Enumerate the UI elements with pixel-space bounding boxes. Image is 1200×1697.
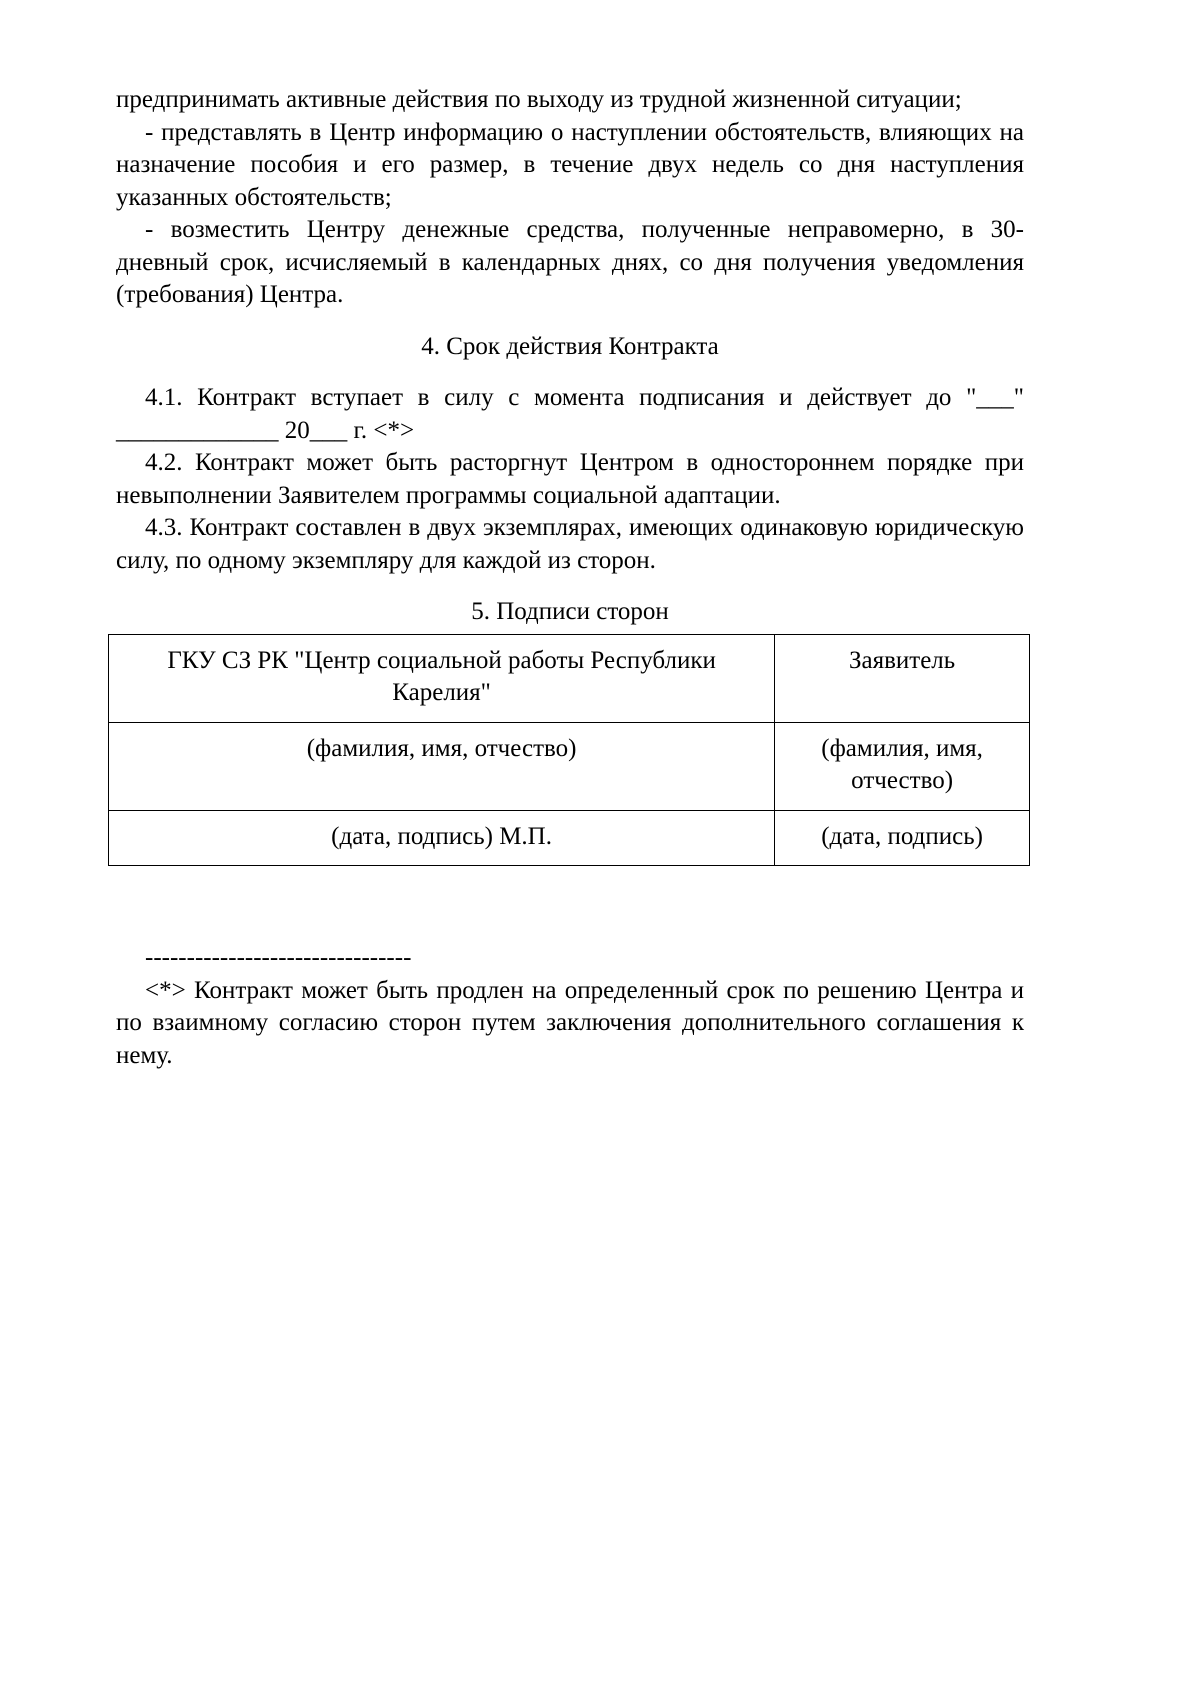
paragraph-4-2: 4.2. Контракт может быть расторгнут Центром в одностороннем порядке при невыполнении Заявителем программы социальной адаптации. [116, 449, 1024, 509]
table-cell-center-name: ГКУ СЗ РК "Центр социальной работы Республики Карелия" [109, 634, 775, 722]
signature-table [108, 634, 1030, 867]
footnote-text: <*> Контракт может быть продлен на определенный срок по решению Центра и по взаимному согласию сторон путем заключения дополнительного соглашения к нему. [116, 976, 1024, 1069]
paragraph-active-actions: предпринимать активные действия по выходу из трудной жизненной ситуации; [116, 86, 962, 113]
table-row [109, 634, 1030, 722]
section-4-title: 4. Срок действия Контракта [421, 332, 719, 360]
table-cell-center-fio: (фамилия, имя, отчество) [109, 722, 775, 810]
table-cell-applicant-fio: (фамилия, имя, отчество) [775, 722, 1030, 810]
section-5-title: 5. Подписи сторон [471, 598, 669, 625]
table-row [109, 810, 1030, 866]
paragraph-inform-center: - представлять в Центр информацию о наступлении обстоятельств, влияющих на назначение пособия и его размер, в течение двух недель со дня наступления указанных обстоятельств; [116, 118, 1024, 211]
paragraph-4-1: 4.1. Контракт вступает в силу с момента подписания и действует до "___" _____________ 20___ г. <*> [116, 384, 1024, 444]
table-cell-applicant-signature: (дата, подпись) [775, 810, 1030, 866]
table-cell-applicant: Заявитель [775, 634, 1030, 722]
document-page [116, 84, 1024, 1072]
table-cell-center-signature: (дата, подпись) М.П. [109, 810, 775, 866]
table-row [109, 722, 1030, 810]
paragraph-refund: - возместить Центру денежные средства, полученные неправомерно, в 30-дневный срок, исчисляемый в календарных днях, со дня получения уведомления (требования) Центра. [116, 216, 1024, 308]
paragraph-4-3: 4.3. Контракт составлен в двух экземплярах, имеющих одинаковую юридическую силу, по одному экземпляру для каждой из сторон. [116, 514, 1024, 574]
footnote-separator: -------------------------------- [145, 944, 412, 971]
